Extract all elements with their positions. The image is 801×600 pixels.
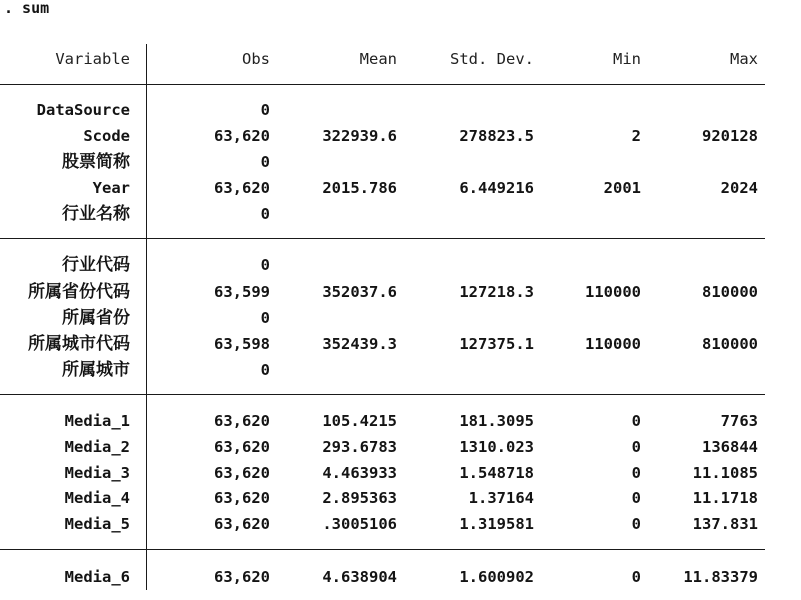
table-row: [0, 485, 801, 511]
max-value: 2024: [720, 179, 758, 197]
table-row: [0, 331, 801, 357]
mean-value: 352037.6: [322, 283, 397, 301]
std-dev-value: 6.449216: [459, 179, 534, 197]
header-min: Min: [613, 50, 641, 68]
obs-value: 0: [260, 361, 270, 379]
table-row: [0, 408, 801, 434]
obs-value: 63,620: [214, 515, 270, 533]
variable-name: DataSource: [36, 101, 130, 119]
header-row: [0, 46, 801, 72]
variable-name: 所属城市: [62, 360, 130, 380]
table-row: [0, 252, 801, 278]
std-dev-value: 278823.5: [459, 127, 534, 145]
min-value: 0: [631, 412, 641, 430]
obs-value: 0: [260, 153, 270, 171]
variable-name: 行业代码: [62, 255, 130, 275]
obs-value: 63,620: [214, 568, 270, 586]
table-row: [0, 305, 801, 331]
min-value: 2001: [603, 179, 641, 197]
group-rule: [0, 394, 765, 395]
table-row: [0, 460, 801, 486]
header-obs: Obs: [242, 50, 270, 68]
mean-value: 2015.786: [322, 179, 397, 197]
variable-name: Scode: [83, 127, 130, 145]
obs-value: 63,599: [214, 283, 270, 301]
std-dev-value: 1.548718: [459, 464, 534, 482]
header-variable: Variable: [55, 50, 130, 68]
variable-name: 所属城市代码: [28, 334, 130, 354]
variable-name: 行业名称: [62, 204, 130, 224]
group-rule: [0, 238, 765, 239]
std-dev-value: 1.600902: [459, 568, 534, 586]
obs-value: 0: [260, 101, 270, 119]
variable-name: 所属省份代码: [28, 282, 130, 302]
mean-value: 105.4215: [322, 412, 397, 430]
max-value: 810000: [702, 283, 758, 301]
obs-value: 0: [260, 205, 270, 223]
std-dev-value: 127375.1: [459, 335, 534, 353]
max-value: 810000: [702, 335, 758, 353]
max-value: 137.831: [692, 515, 758, 533]
variable-name: Media_2: [64, 438, 130, 456]
max-value: 920128: [702, 127, 758, 145]
table-row: [0, 357, 801, 383]
variable-name: Media_1: [64, 412, 130, 430]
header-rule: [0, 84, 765, 85]
min-value: 110000: [585, 335, 641, 353]
obs-value: 63,598: [214, 335, 270, 353]
variable-name: 所属省份: [62, 308, 130, 328]
obs-value: 63,620: [214, 489, 270, 507]
max-value: 136844: [702, 438, 758, 456]
std-dev-value: 1310.023: [459, 438, 534, 456]
min-value: 0: [631, 489, 641, 507]
max-value: 7763: [720, 412, 758, 430]
table-row: [0, 279, 801, 305]
obs-value: 0: [260, 256, 270, 274]
max-value: 11.1718: [692, 489, 758, 507]
variable-name: Media_4: [64, 489, 130, 507]
group-rule: [0, 549, 765, 550]
std-dev-value: 127218.3: [459, 283, 534, 301]
obs-value: 63,620: [214, 438, 270, 456]
min-value: 0: [631, 568, 641, 586]
table-row: [0, 511, 801, 537]
obs-value: 63,620: [214, 127, 270, 145]
min-value: 0: [631, 515, 641, 533]
std-dev-value: 1.37164: [468, 489, 534, 507]
mean-value: 4.638904: [322, 568, 397, 586]
obs-value: 63,620: [214, 464, 270, 482]
table-row: [0, 434, 801, 460]
mean-value: 2.895363: [322, 489, 397, 507]
std-dev-value: 181.3095: [459, 412, 534, 430]
header-max: Max: [730, 50, 758, 68]
table-row: [0, 123, 801, 149]
table-row: [0, 175, 801, 201]
mean-value: .3005106: [322, 515, 397, 533]
max-value: 11.1085: [692, 464, 758, 482]
header-std-dev: Std. Dev.: [450, 50, 534, 68]
obs-value: 63,620: [214, 412, 270, 430]
table-row: [0, 564, 801, 590]
obs-value: 0: [260, 309, 270, 327]
variable-name: Media_6: [64, 568, 130, 586]
table-row: [0, 149, 801, 175]
command-prompt: . sum: [4, 0, 50, 17]
variable-name: 股票简称: [62, 152, 130, 172]
min-value: 2: [631, 127, 641, 145]
table-row: [0, 97, 801, 123]
header-mean: Mean: [359, 50, 397, 68]
variable-name: Year: [92, 179, 130, 197]
min-value: 0: [631, 438, 641, 456]
variable-name: Media_5: [64, 515, 130, 533]
mean-value: 322939.6: [322, 127, 397, 145]
variable-name: Media_3: [64, 464, 130, 482]
min-value: 0: [631, 464, 641, 482]
min-value: 110000: [585, 283, 641, 301]
mean-value: 293.6783: [322, 438, 397, 456]
mean-value: 4.463933: [322, 464, 397, 482]
max-value: 11.83379: [683, 568, 758, 586]
mean-value: 352439.3: [322, 335, 397, 353]
obs-value: 63,620: [214, 179, 270, 197]
table-row: [0, 201, 801, 227]
std-dev-value: 1.319581: [459, 515, 534, 533]
